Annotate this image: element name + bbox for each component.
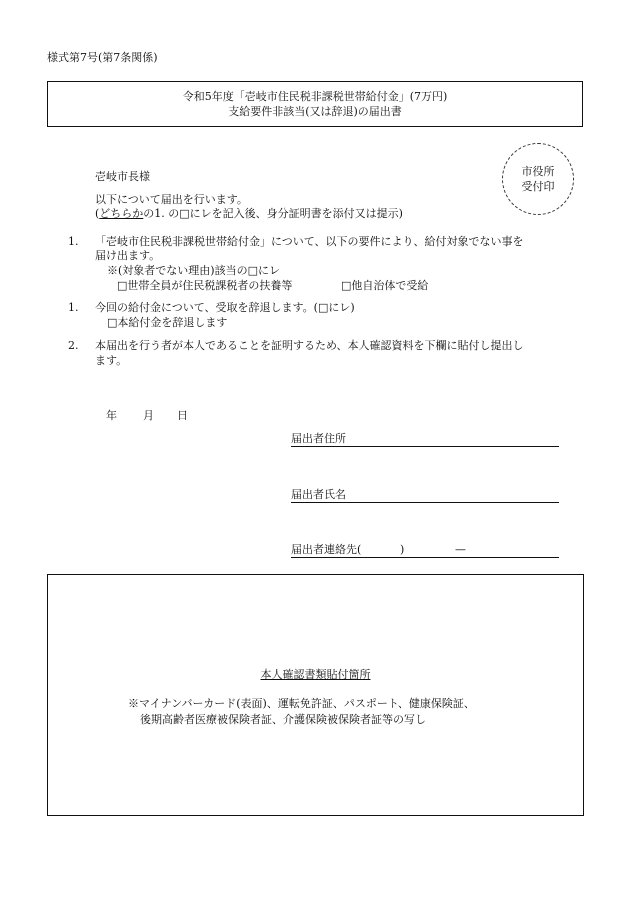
- contact-label: 届出者連絡先(: [291, 543, 362, 556]
- address-field[interactable]: [291, 432, 559, 447]
- intro-line-1: 以下について届出を行います。: [95, 193, 248, 206]
- contact-field[interactable]: [291, 543, 559, 558]
- stamp-line-1: 市役所: [521, 165, 555, 178]
- intro-paren: (: [95, 207, 100, 220]
- item-3-number: 2.: [68, 339, 79, 352]
- reception-stamp: [502, 143, 574, 215]
- item-2-line-1: 今回の給付金について、受取を辞退します。(□にレ): [95, 301, 355, 314]
- intro-line-2: [95, 207, 403, 221]
- id-paste-area: [47, 574, 584, 816]
- intro-underlined: どちらか: [99, 207, 144, 220]
- date-year: 年: [106, 409, 117, 422]
- paste-area-note: [128, 696, 475, 728]
- paste-note-line-2: 後期高齢者医療被保険者証、介護保険被保険者証等の写し: [140, 713, 426, 726]
- item-1-line-1: 「壱岐市住民税非課税世帯給付金」について、以下の要件により、給付対象でない事を: [95, 235, 524, 248]
- name-label: 届出者氏名: [291, 488, 346, 501]
- item-3-line-2: ます。: [95, 354, 128, 367]
- address-label: 届出者住所: [291, 432, 346, 445]
- paste-area-title: 本人確認書類貼付箇所: [260, 668, 371, 681]
- intro-rest: の1. の□にレを記入後、身分証明書を添付又は提示): [143, 207, 403, 220]
- title-line-2: 支給要件非該当(又は辞退)の届出書: [228, 105, 402, 118]
- paste-note-line-1: ※マイナンバーカード(表面)、運転免許証、パスポート、健康保険証、: [128, 697, 475, 710]
- date-day: 日: [177, 409, 188, 422]
- contact-paren-close: ): [400, 543, 405, 556]
- item-1-reason-label: ※(対象者でない理由)該当の□にレ: [107, 264, 280, 277]
- item-3-line-1: 本届出を行う者が本人であることを証明するため、本人確認資料を下欄に貼付し提出し: [95, 339, 524, 352]
- stamp-line-2: 受付印: [521, 180, 555, 193]
- form-number: 様式第7号(第7条関係): [47, 51, 158, 64]
- date-month: 月: [143, 409, 154, 422]
- item-2-number: 1.: [68, 301, 79, 314]
- name-field[interactable]: [291, 488, 559, 503]
- addressee: 壱岐市長様: [95, 170, 150, 183]
- title-box: [47, 81, 583, 127]
- option-decline-benefit[interactable]: □本給付金を辞退します: [107, 316, 228, 329]
- title-line-1: 令和5年度「壱岐市住民税非課税世帯給付金」(7万円): [182, 90, 448, 103]
- option-household-dependent[interactable]: □世帯全員が住民税課税者の扶養等: [117, 279, 293, 292]
- contact-dash: —: [455, 543, 466, 556]
- item-1-line-2: 届け出ます。: [95, 249, 161, 262]
- item-1-number: 1.: [68, 235, 79, 248]
- option-other-municipality[interactable]: □他自治体で受給: [341, 279, 429, 292]
